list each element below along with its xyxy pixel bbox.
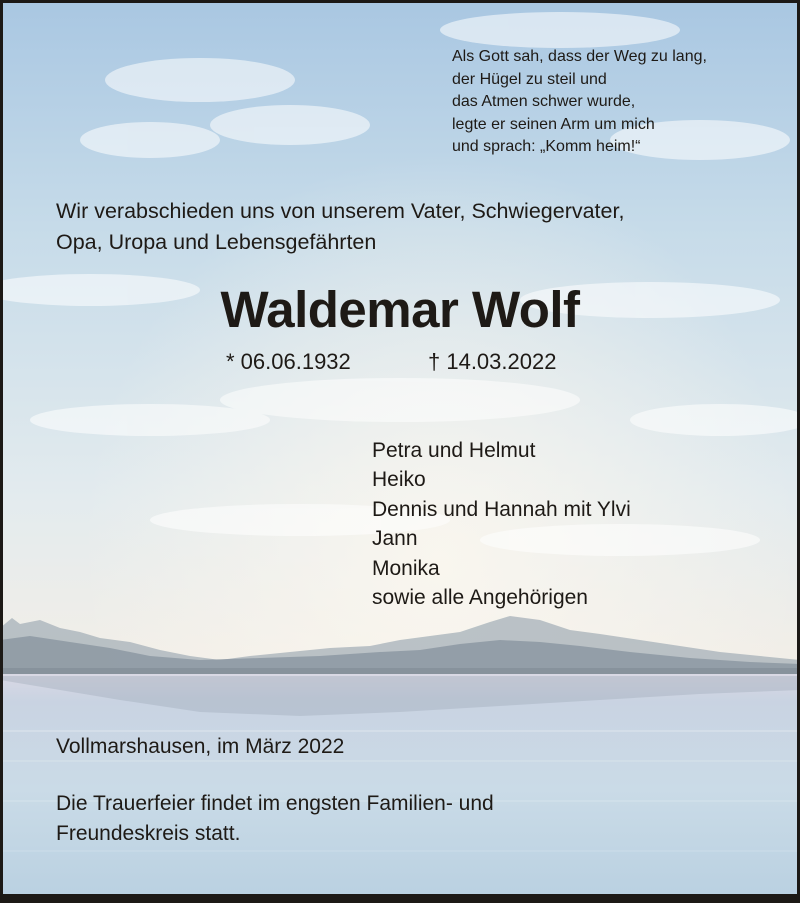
funeral-notice [56,789,494,849]
intro-text [56,196,624,258]
mourner: Petra und Helmut [372,439,536,462]
birth-date: * 06.06.1932 [226,349,351,374]
mourner: Heiko [372,468,426,492]
mourner: sowie alle Angehörigen [372,585,588,609]
deceased-name: Waldemar Wolf [220,281,580,338]
intro-line: Opa, Uropa und Lebensgefährten [56,230,377,254]
death-date: † 14.03.2022 [428,349,557,374]
poem-line: der Hügel zu steil und [452,70,607,88]
poem-line: und sprach: „Komm heim!“ [452,138,641,155]
poem [452,46,707,159]
poem-line: Als Gott sah, dass der Weg zu lang, [452,48,707,65]
poem-line: das Atmen schwer wurde, [452,93,636,110]
poem-line: legte er seinen Arm um mich [452,115,655,133]
mourner: Jann [372,527,418,551]
mourner: Dennis und Hannah mit Ylvi [372,497,631,521]
notice-line: Die Trauerfeier findet im engsten Familien- und [56,792,494,815]
place-and-date: Vollmarshausen, im März 2022 [56,735,345,758]
intro-line: Wir verabschieden uns von unserem Vater, Schwiegervater, [56,199,625,223]
mourners-list [372,436,631,612]
mourner: Monika [372,556,440,580]
notice-line: Freundeskreis statt. [56,822,241,845]
